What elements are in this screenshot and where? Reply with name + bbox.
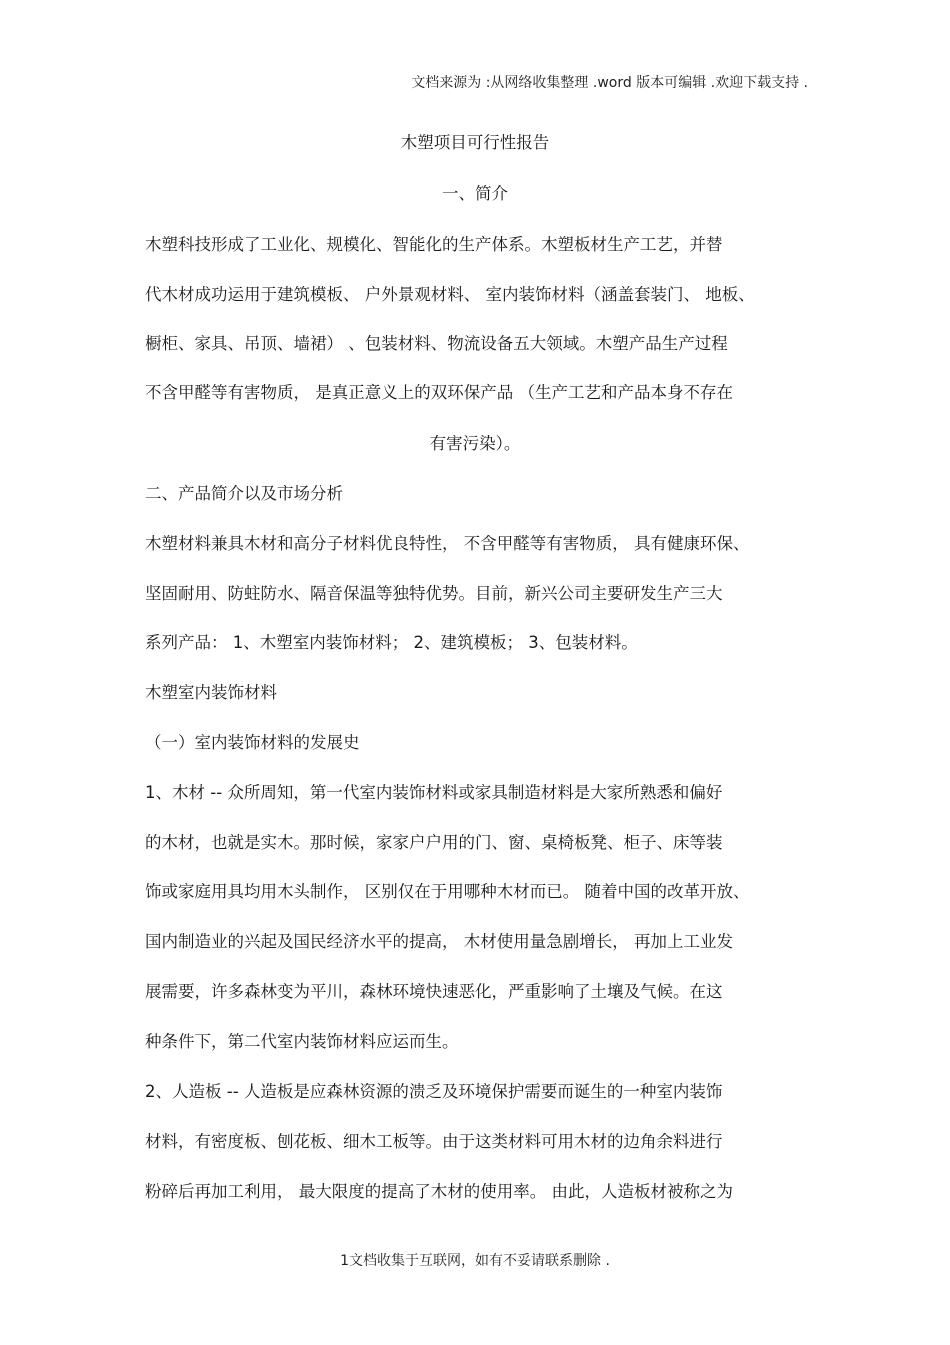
paragraph-line: 代木材成功运用于建筑模板、 户外景观材料、 室内装饰材料（涵盖套装门、 地板、 — [145, 285, 755, 304]
paragraph-line: 的木材，也就是实木。那时候，家家户户用的门、窗、桌椅板凳、柜子、床等装 — [145, 833, 723, 852]
paragraph-line: 1、木材 -- 众所周知，第一代室内装饰材料或家具制造材料是大家所熟悉和偏好 — [145, 783, 723, 802]
paragraph-line: 展需要，许多森林变为平川，森林环境快速恶化，严重影响了土壤及气候。在这 — [145, 982, 723, 1001]
document-title: 木塑项目可行性报告 — [400, 133, 550, 152]
paragraph-line: 国内制造业的兴起及国民经济水平的提高， 木材使用量急剧增长， 再加上工业发 — [145, 932, 733, 951]
section-1-heading: 一、简介 — [442, 184, 508, 203]
paragraph-line: 材料，有密度板、刨花板、细木工板等。由于这类材料可用木材的边角余料进行 — [145, 1132, 723, 1151]
paragraph-line: 木塑材料兼具木材和高分子材料优良特性， 不含甲醛等有害物质， 具有健康环保、 — [145, 534, 750, 553]
subheading-interior-materials: 木塑室内装饰材料 — [145, 683, 277, 702]
paragraph-line: 2、人造板 -- 人造板是应森林资源的溃乏及环境保护需要而诞生的一种室内装饰 — [145, 1082, 723, 1101]
paragraph-line: 有害污染）。 — [429, 434, 521, 453]
paragraph-line: 饰或家庭用具均用木头制作， 区别仅在于用哪种木材而已。 随着中国的改革开放、 — [145, 882, 750, 901]
paragraph-line: 粉碎后再加工利用， 最大限度的提高了木材的使用率。 由此，人造板材被称之为 — [145, 1182, 733, 1201]
paragraph-line: 系列产品： 1、木塑室内装饰材料； 2、建筑模板； 3、包装材料。 — [145, 633, 638, 652]
paragraph-line: 坚固耐用、防蛀防水、隔音保温等独特优势。目前，新兴公司主要研发生产三大 — [145, 584, 723, 603]
paragraph-line: 木塑科技形成了工业化、规模化、智能化的生产体系。木塑板材生产工艺，并替 — [145, 235, 723, 254]
paragraph-line: 不含甲醛等有害物质， 是真正意义上的双环保产品 （生产工艺和产品本身不存在 — [145, 383, 733, 402]
footer-note: 1文档收集于互联网，如有不妥请联系删除 . — [340, 1253, 610, 1269]
paragraph-line: 橱柜、家具、吊顶、墙裙） 、包装材料、物流设备五大领域。木塑产品生产过程 — [145, 334, 728, 353]
subheading-history: （一）室内装饰材料的发展史 — [145, 733, 360, 752]
header-source-note: 文档来源为 :从网络收集整理 .word 版本可编辑 .欢迎下载支持 . — [411, 75, 808, 91]
section-2-heading: 二、产品简介以及市场分析 — [145, 484, 343, 503]
paragraph-line: 种条件下，第二代室内装饰材料应运而生。 — [145, 1032, 459, 1051]
